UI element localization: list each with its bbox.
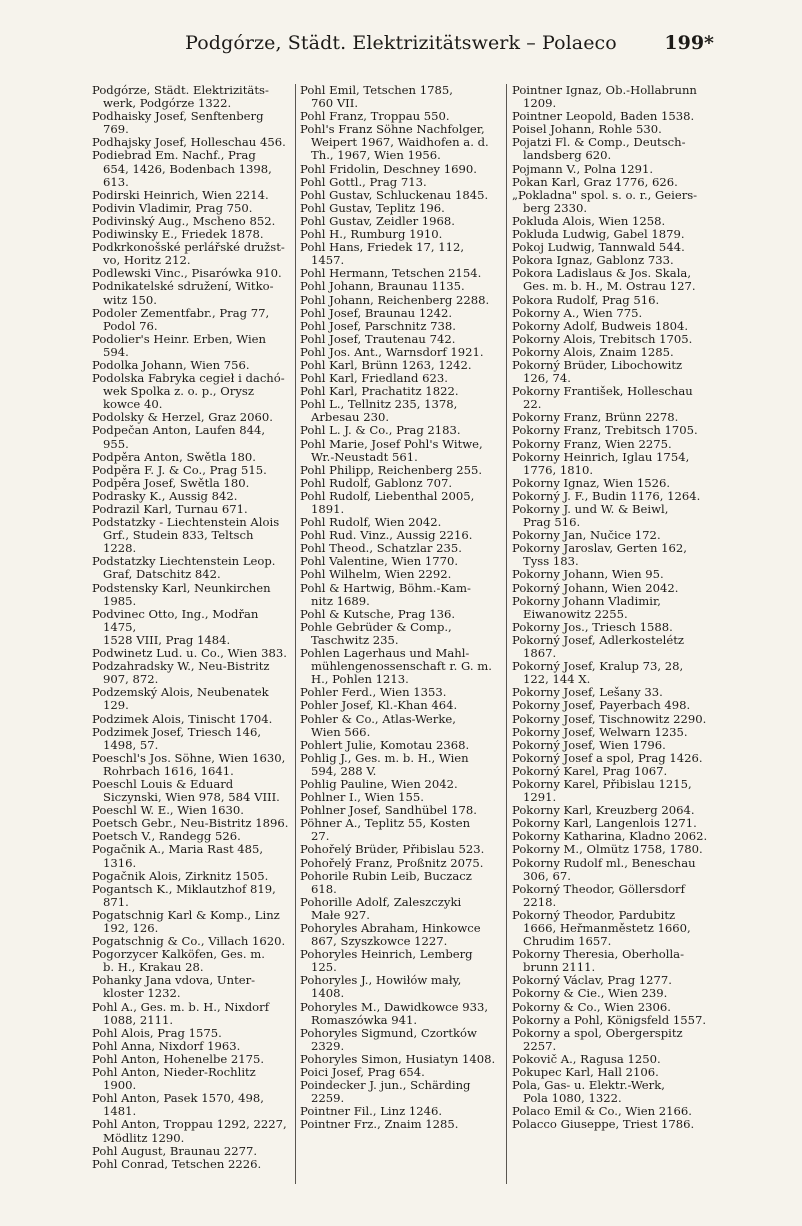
directory-entry: Podnikatelské sdružení, Witko- witz 150. bbox=[92, 279, 274, 307]
directory-entry: Pokorny J. und W. & Beiwl, Prag 516. bbox=[512, 502, 669, 530]
directory-entry: Pointner Fil., Linz 1246. bbox=[300, 1104, 443, 1119]
directory-entry: Podiebrad Em. Nachf., Prag 654, 1426, Bodenbach 1398, 613. bbox=[92, 148, 272, 189]
directory-entry: Podrasky K., Aussig 842. bbox=[92, 488, 238, 503]
directory-entry: Podstensky Karl, Neunkirchen 1985. bbox=[92, 580, 271, 608]
directory-entry: Pohl Wilhelm, Wien 2292. bbox=[300, 567, 452, 582]
directory-entry: Pokorny & Co., Wien 2306. bbox=[512, 999, 671, 1014]
directory-entry: Pointner Ignaz, Ob.-Hollabrunn 1209. bbox=[512, 84, 697, 111]
column-left bbox=[92, 84, 292, 1194]
directory-entry: Pohorille Adolf, Zaleszczyki Małe 927. bbox=[300, 894, 462, 922]
directory-entry: Pointner Frz., Znaim 1285. bbox=[300, 1117, 459, 1132]
directory-entry: Pokorny M., Olmütz 1758, 1780. bbox=[512, 842, 703, 857]
directory-entry: Podwinetz Lud. u. Co., Wien 383. bbox=[92, 646, 287, 661]
directory-entry: Pokora Ladislaus & Jos. Skala, Ges. m. b. H., M. Ostrau 127. bbox=[512, 266, 696, 294]
column-middle bbox=[300, 84, 500, 1194]
directory-entry: Pohl Anton, Troppau 1292, 2227, Mödlitz 1290. bbox=[92, 1117, 287, 1145]
directory-entry: Pohl & Kutsche, Prag 136. bbox=[300, 606, 456, 621]
directory-entry: Podvinec Otto, Ing., Modřan 1475, 1528 VIII, Prag 1484. bbox=[92, 606, 259, 647]
directory-entry: Pogantsch K., Miklautzhof 819, 871. bbox=[92, 881, 276, 909]
directory-entry: Podhaisky Josef, Senftenberg 769. bbox=[92, 109, 264, 137]
directory-entry: Pokorny Karl, Kreuzberg 2064. bbox=[512, 803, 695, 818]
directory-entry: Pohl H., Rumburg 1910. bbox=[300, 227, 443, 242]
running-title: Podgórze, Städt. Elektrizitätswerk – Polaeco bbox=[185, 32, 617, 54]
directory-entry: Pogačnik A., Maria Rast 485, 1316. bbox=[92, 842, 264, 870]
directory-entry: Pokorny Franz, Wien 2275. bbox=[512, 436, 672, 451]
column-divider bbox=[295, 84, 296, 1184]
directory-entry: Pohoryles Simon, Husiatyn 1408. bbox=[300, 1051, 496, 1066]
directory-entry: Podrazil Karl, Turnau 671. bbox=[92, 502, 248, 516]
directory-entry: Podpěra Josef, Swětla 180. bbox=[92, 475, 250, 490]
directory-entry: Pohl Jos. Ant., Warnsdorf 1921. bbox=[300, 344, 484, 359]
directory-entry: Pohl Hermann, Tetschen 2154. bbox=[300, 266, 482, 281]
directory-entry: Podiwinsky E., Friedek 1878. bbox=[92, 227, 264, 242]
directory-entry: Pokorny Alois, Znaim 1285. bbox=[512, 344, 674, 359]
directory-entry: Pokorny Theresia, Oberholla- brunn 2111. bbox=[512, 947, 684, 975]
directory-entry: Pohler & Co., Atlas-Werke, Wien 566. bbox=[300, 711, 456, 739]
directory-entry: Pohlig J., Ges. m. b. H., Wien 594, 288 V. bbox=[300, 750, 469, 778]
directory-entry: Pohl Johann, Reichenberg 2288. bbox=[300, 292, 490, 307]
directory-entry: Pohlig Pauline, Wien 2042. bbox=[300, 776, 458, 791]
directory-entry: Pohl Rudolf, Liebenthal 2005, 1891. bbox=[300, 488, 475, 516]
directory-entry: Pohl Rudolf, Gablonz 707. bbox=[300, 475, 453, 490]
directory-entry: Podpěra F. J. & Co., Prag 515. bbox=[92, 462, 267, 477]
directory-entry: Pokorný Brüder, Libochowitz 126, 74. bbox=[512, 357, 683, 386]
page-header bbox=[0, 32, 802, 62]
directory-entry: Pohl Karl, Prachatitz 1822. bbox=[300, 384, 459, 399]
directory-entry: Pöhner A., Teplitz 55, Kosten 27. bbox=[300, 816, 471, 844]
directory-entry: Pohl's Franz Söhne Nachfolger, Weipert 1967, Waidhofen a. d. Th., 1967, Wien 1956. bbox=[300, 122, 489, 163]
directory-entry: Pohlner I., Wien 155. bbox=[300, 790, 424, 805]
directory-entry: Pohl Josef, Parschnitz 738. bbox=[300, 318, 456, 333]
directory-entry: Pohl Emil, Tetschen 1785, 760 VII. bbox=[300, 84, 453, 111]
column-right bbox=[512, 84, 712, 1194]
directory-entry: Pokorný Theodor, Pardubitz 1666, Heřmanměstetz 1660, Chrudim 1657. bbox=[512, 907, 691, 949]
directory-entry: Pogorzycer Kalköfen, Ges. m. b. H., Krakau 28. bbox=[92, 947, 265, 975]
directory-entry: Pokorný Karel, Prag 1067. bbox=[512, 763, 668, 778]
directory-entry: Pokorny a spol, Obergerspitz 2257. bbox=[512, 1025, 683, 1053]
directory-entry: Podivin Vladimir, Prag 750. bbox=[92, 200, 253, 215]
directory-entry: Pohl Alois, Prag 1575. bbox=[92, 1025, 222, 1040]
directory-entry: Pokorný Václav, Prag 1277. bbox=[512, 973, 672, 988]
directory-entry: Pohl Hans, Friedek 17, 112, 1457. bbox=[300, 240, 465, 268]
directory-entry: Podolska Fabryka cegieł i dachó- wek Spolka z. o. p., Orysz kowce 40. bbox=[92, 371, 285, 412]
directory-entry: Pohl A., Ges. m. b. H., Nixdorf 1088, 2111. bbox=[92, 999, 269, 1027]
directory-entry: Pohl Conrad, Tetschen 2226. bbox=[92, 1156, 262, 1171]
directory-entry: Pohl & Hartwig, Böhm.-Kam- nitz 1689. bbox=[300, 580, 471, 608]
directory-entry: Pokorny a Pohl, Königsfeld 1557. bbox=[512, 1012, 707, 1027]
directory-entry: Podivinský Aug., Mscheno 852. bbox=[92, 213, 276, 228]
directory-entry: Pogačnik Alois, Zirknitz 1505. bbox=[92, 868, 269, 883]
directory-entry: Polaco Emil & Co., Wien 2166. bbox=[512, 1104, 692, 1119]
directory-entry: Pokorný Theodor, Göllersdorf 2218. bbox=[512, 881, 685, 909]
directory-entry: Pokorny A., Wien 775. bbox=[512, 305, 643, 320]
directory-entry: Pohl Karl, Brünn 1263, 1242. bbox=[300, 357, 472, 372]
directory-entry: Pohl Josef, Braunau 1242. bbox=[300, 305, 453, 320]
page-number: 199* bbox=[664, 32, 714, 54]
directory-entry: Pohl Gustav, Schluckenau 1845. bbox=[300, 187, 489, 202]
directory-entry: Pohlner Josef, Sandhübel 178. bbox=[300, 803, 477, 818]
directory-entry: Pohoryles Heinrich, Lemberg 125. bbox=[300, 947, 473, 975]
directory-entry: Pohl Anna, Nixdorf 1963. bbox=[92, 1038, 241, 1053]
directory-entry: Podzahradsky W., Neu-Bistritz 907, 872. bbox=[92, 659, 270, 687]
directory-entry: Pokluda Alois, Wien 1258. bbox=[512, 213, 666, 228]
directory-entry: Poetsch Gebr., Neu-Bistritz 1896. bbox=[92, 816, 289, 831]
directory-entry: Poetsch V., Randegg 526. bbox=[92, 829, 241, 844]
directory-entry: Pointner Leopold, Baden 1538. bbox=[512, 109, 695, 124]
directory-entry: Pohl Rud. Vinz., Aussig 2216. bbox=[300, 528, 473, 543]
directory-entry: Podpečan Anton, Laufen 844, 955. bbox=[92, 423, 266, 451]
directory-entry: Pokorny František, Holleschau 22. bbox=[512, 384, 693, 412]
directory-entry: Pola, Gas- u. Elektr.-Werk, Pola 1080, 1322. bbox=[512, 1078, 665, 1106]
directory-entry: Pohl Karl, Friedland 623. bbox=[300, 371, 448, 386]
directory-entry: Pokorny Adolf, Budweis 1804. bbox=[512, 318, 689, 333]
directory-entry: Pokorny Josef, Tischnowitz 2290. bbox=[512, 711, 707, 726]
directory-entry: Pokorny Jan, Nučice 172. bbox=[512, 528, 661, 543]
directory-entry: Podzimek Alois, Tinischt 1704. bbox=[92, 711, 273, 726]
directory-entry: Pokupec Karl, Hall 2106. bbox=[512, 1065, 659, 1080]
directory-entry: Pogatschnig & Co., Villach 1620. bbox=[92, 934, 286, 949]
directory-entry: Pojmann V., Polna 1291. bbox=[512, 161, 654, 176]
directory-entry: Podlewski Vinc., Pisarówka 910. bbox=[92, 266, 282, 281]
directory-entry: Pohoryles Sigmund, Czortków 2329. bbox=[300, 1025, 477, 1053]
directory-entry: Pohl Johann, Braunau 1135. bbox=[300, 279, 465, 294]
directory-columns bbox=[92, 84, 712, 1194]
directory-entry: Pojatzi Fl. & Comp., Deutsch- landsberg 620. bbox=[512, 135, 686, 163]
directory-entry: Pokorny Alois, Trebitsch 1705. bbox=[512, 331, 693, 346]
directory-entry: Pokorný Josef, Adlerkostelétz 1867. bbox=[512, 632, 684, 661]
directory-entry: Pokluda Ludwig, Gabel 1879. bbox=[512, 227, 685, 242]
directory-entry: Pohl Anton, Nieder-Rochlitz 1900. bbox=[92, 1065, 256, 1093]
directory-entry: Pohořelý Franz, Proßnitz 2075. bbox=[300, 855, 484, 870]
directory-entry: Pohl Josef, Trautenau 742. bbox=[300, 331, 456, 346]
directory-entry: Pokorny Heinrich, Iglau 1754, 1776, 1810. bbox=[512, 449, 690, 477]
directory-entry: Pokovič A., Ragusa 1250. bbox=[512, 1051, 661, 1066]
directory-entry: Pokorny Karel, Přibislau 1215, 1291. bbox=[512, 776, 692, 805]
directory-entry: Pokorny Ignaz, Wien 1526. bbox=[512, 475, 671, 490]
directory-entry: Pohoryles M., Dawidkowce 933, Romaszówka 941. bbox=[300, 999, 489, 1027]
directory-entry: Pokorny Katharina, Kladno 2062. bbox=[512, 829, 708, 844]
directory-entry: Pohl Gustav, Zeidler 1968. bbox=[300, 213, 455, 228]
directory-entry: Pohl Franz, Troppau 550. bbox=[300, 109, 450, 124]
directory-entry: Pohoryles J., Howiłów mały, 1408. bbox=[300, 973, 462, 1001]
directory-entry: Pohlen Lagerhaus und Mahl- mühlengenossenschaft r. G. m. H., Pohlen 1213. bbox=[300, 646, 492, 687]
directory-entry: Podolsky & Herzel, Graz 2060. bbox=[92, 410, 273, 425]
directory-entry: Pohl L. J. & Co., Prag 2183. bbox=[300, 423, 461, 438]
directory-entry: Pokora Rudolf, Prag 516. bbox=[512, 292, 660, 307]
directory-entry: Poeschl W. E., Wien 1630. bbox=[92, 803, 244, 818]
directory-entry: Pokorny & Cie., Wien 239. bbox=[512, 986, 668, 1001]
directory-entry: Pokorný Josef, Kralup 73, 28, 122, 144 X. bbox=[512, 659, 684, 687]
directory-entry: Pohl Valentine, Wien 1770. bbox=[300, 554, 459, 569]
directory-entry: Podzemský Alois, Neubenatek 129. bbox=[92, 685, 269, 713]
directory-entry: Podirski Heinrich, Wien 2214. bbox=[92, 187, 269, 202]
directory-entry: Pohl Gottl., Prag 713. bbox=[300, 174, 427, 189]
directory-entry: Pokorny Jaroslav, Gerten 162, Tyss 183. bbox=[512, 541, 687, 569]
directory-entry: Pohle Gebrüder & Comp., Taschwitz 235. bbox=[300, 619, 452, 647]
directory-entry: Pohl Fridolin, Deschney 1690. bbox=[300, 161, 477, 176]
directory-entry: Pokorný Josef a spol, Prag 1426. bbox=[512, 750, 703, 765]
directory-entry: Podgórze, Städt. Elektrizitäts- werk, Podgórze 1322. bbox=[92, 84, 269, 111]
directory-entry: Pohler Josef, Kl.-Khan 464. bbox=[300, 698, 458, 713]
directory-entry: Pohl Anton, Hohenelbe 2175. bbox=[92, 1051, 265, 1066]
directory-entry: Pohl Gustav, Teplitz 196. bbox=[300, 200, 445, 215]
column-divider bbox=[506, 84, 507, 1184]
directory-entry: Polacco Giuseppe, Triest 1786. bbox=[512, 1117, 695, 1132]
directory-entry: Podstatzky Liechtenstein Leop. Graf, Datschitz 842. bbox=[92, 554, 276, 582]
directory-entry: Poici Josef, Prag 654. bbox=[300, 1065, 425, 1080]
directory-entry: Poisel Johann, Rohle 530. bbox=[512, 122, 662, 137]
directory-entry: Pohořelý Brüder, Přibislau 523. bbox=[300, 842, 485, 857]
directory-entry: Pokorny Franz, Brünn 2278. bbox=[512, 410, 679, 425]
directory-entry: Pokorny Jos., Triesch 1588. bbox=[512, 619, 673, 634]
directory-entry: Podpěra Anton, Swětla 180. bbox=[92, 449, 256, 464]
directory-entry: Pokorny Josef, Lešany 33. bbox=[512, 685, 663, 700]
directory-entry: Pohoryles Abraham, Hinkowce 867, Szyszkowce 1227. bbox=[300, 921, 481, 949]
directory-entry: Podkrkonošské perlářské družst- vo, Horitz 212. bbox=[92, 240, 285, 268]
directory-entry: Poeschl Louis & Eduard Siczynski, Wien 978, 584 VIII. bbox=[92, 776, 280, 805]
directory-entry: Pokorny Karl, Langenlois 1271. bbox=[512, 816, 697, 831]
directory-entry: Pohlert Julie, Komotau 2368. bbox=[300, 737, 470, 752]
directory-entry: Podolka Johann, Wien 756. bbox=[92, 357, 250, 372]
directory-entry: Pokorný Johann, Wien 2042. bbox=[512, 580, 679, 595]
directory-entry: Pohorile Rubin Leib, Buczacz 618. bbox=[300, 868, 472, 896]
directory-entry: Pokan Karl, Graz 1776, 626. bbox=[512, 174, 678, 189]
directory-entry: „Pokladna" spol. s. o. r., Geiers- berg 2330. bbox=[512, 187, 698, 215]
directory-entry: Pokorny Johann Vladimir, Eiwanowitz 2255. bbox=[512, 593, 661, 621]
directory-entry: Pokorný J. F., Budin 1176, 1264. bbox=[512, 488, 701, 503]
directory-entry: Podstatzky - Liechtenstein Alois Grf., Studein 833, Teltsch 1228. bbox=[92, 515, 280, 556]
directory-entry: Pohl Rudolf, Wien 2042. bbox=[300, 515, 442, 530]
directory-entry: Pohl Anton, Pasek 1570, 498, 1481. bbox=[92, 1091, 264, 1119]
directory-entry: Podolier's Heinr. Erben, Wien 594. bbox=[92, 331, 267, 359]
directory-entry: Pohl Philipp, Reichenberg 255. bbox=[300, 462, 483, 477]
directory-entry: Podhajsky Josef, Holleschau 456. bbox=[92, 135, 286, 150]
directory-entry: Pohanky Jana vdova, Unter- kloster 1232. bbox=[92, 973, 256, 1001]
directory-entry: Pokoj Ludwig, Tannwald 544. bbox=[512, 240, 685, 255]
directory-entry: Pokorny Josef, Welwarn 1235. bbox=[512, 724, 688, 739]
directory-entry: Poindecker J. jun., Schärding 2259. bbox=[300, 1078, 471, 1106]
directory-entry: Pokorny Josef, Payerbach 498. bbox=[512, 698, 691, 713]
directory-entry: Pokorny Johann, Wien 95. bbox=[512, 567, 664, 582]
directory-entry: Pokora Ignaz, Gablonz 733. bbox=[512, 253, 674, 268]
directory-entry: Pohl Marie, Josef Pohl's Witwe, Wr.-Neustadt 561. bbox=[300, 436, 483, 464]
directory-entry: Pohl August, Braunau 2277. bbox=[92, 1143, 258, 1158]
directory-entry: Pokorny Rudolf ml., Beneschau 306, 67. bbox=[512, 855, 696, 883]
directory-entry: Pohler Ferd., Wien 1353. bbox=[300, 685, 447, 700]
directory-entry: Pohl Theod., Schatzlar 235. bbox=[300, 541, 462, 556]
directory-entry: Poeschl's Jos. Söhne, Wien 1630, Rohrbach 1616, 1641. bbox=[92, 750, 286, 778]
directory-entry: Pokorny Franz, Trebitsch 1705. bbox=[512, 423, 698, 438]
directory-entry: Pogatschnig Karl & Komp., Linz 192, 126. bbox=[92, 907, 280, 935]
directory-entry: Podzimek Josef, Triesch 146, 1498, 57. bbox=[92, 724, 262, 752]
directory-entry: Pokorný Josef, Wien 1796. bbox=[512, 737, 666, 752]
directory-entry: Pohl L., Tellnitz 235, 1378, Arbesau 230. bbox=[300, 397, 458, 425]
directory-entry: Podoler Zementfabr., Prag 77, Podol 76. bbox=[92, 305, 270, 333]
